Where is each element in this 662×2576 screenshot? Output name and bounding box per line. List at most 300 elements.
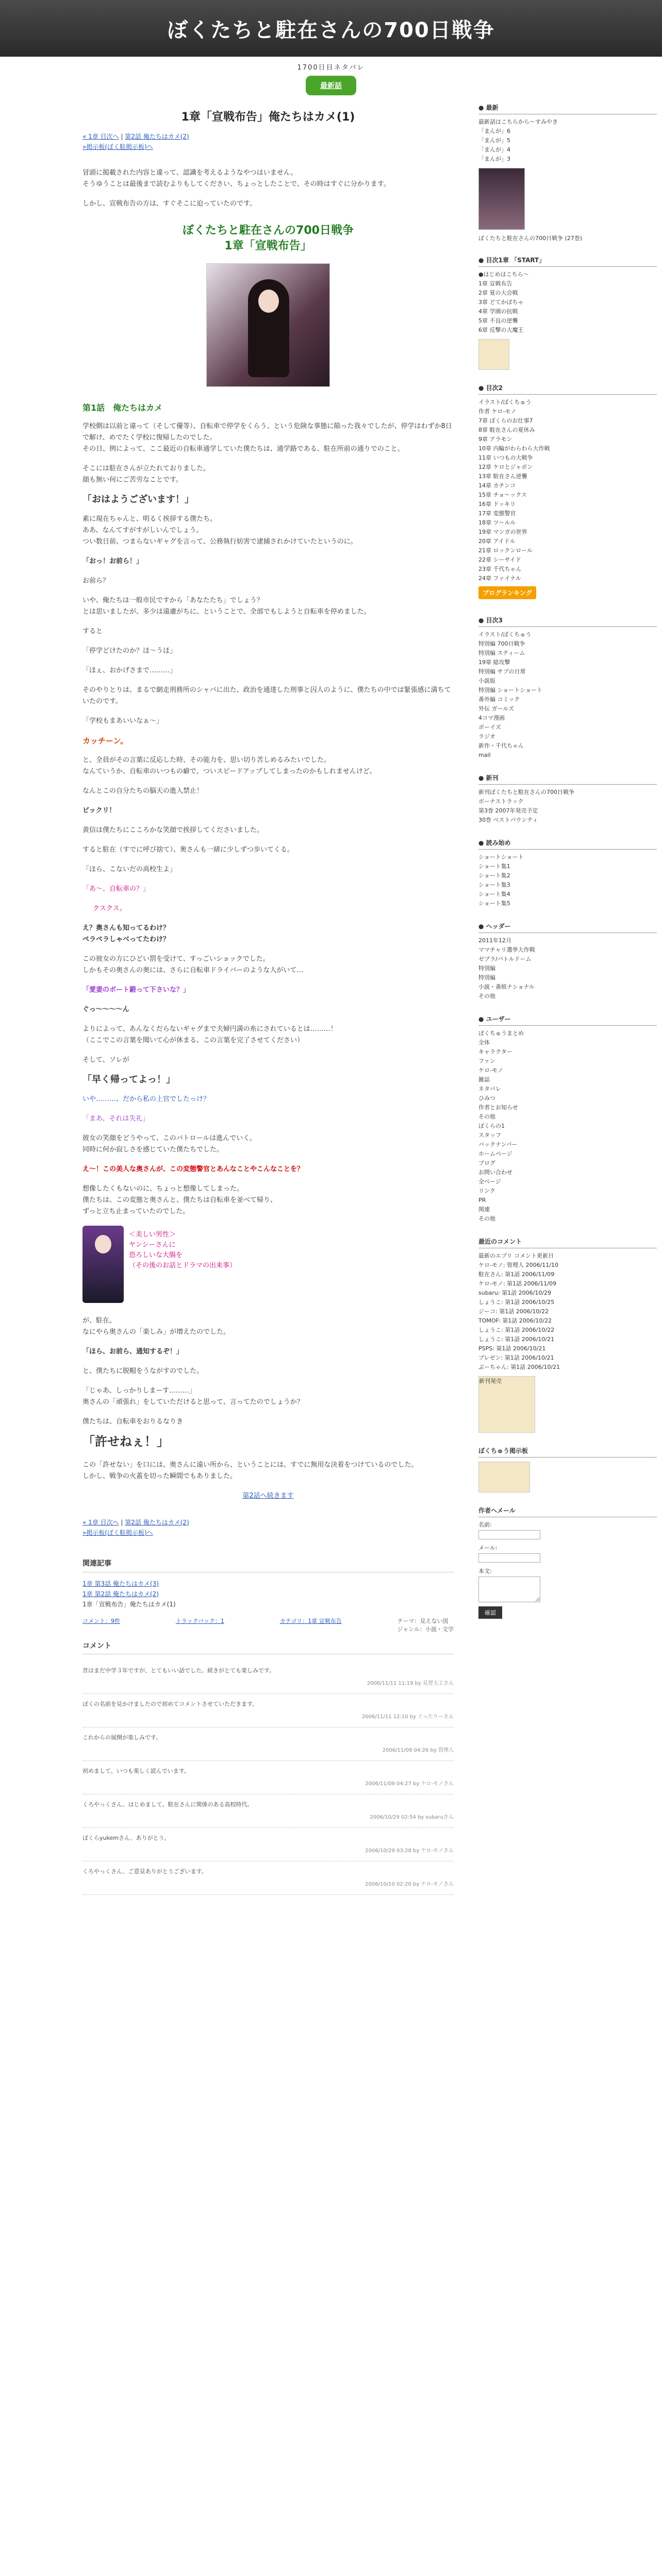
dvd-image[interactable] — [478, 339, 509, 370]
sidebar-item[interactable] — [478, 1057, 657, 1066]
dialogue-wife: 「まあ、それは失礼」 — [82, 1115, 150, 1123]
paragraph: 黄信は僕たちにこころかな笑顔で挨拶してくださいました。 — [82, 826, 264, 834]
paragraph: しかもその奥さんの奥には、さらに自転車ドライバーのような人がいて… — [82, 967, 304, 974]
sidebar-item[interactable] — [478, 435, 657, 444]
sidebar-item[interactable] — [478, 444, 657, 453]
sidebar-item[interactable] — [478, 788, 657, 797]
sidebar-link[interactable]: 2章 夏の大合戦 — [478, 290, 518, 296]
sidebar-heading: ● 新刊 — [478, 773, 657, 785]
paragraph: と、僕たちに脱帽をうながすのでした。 — [82, 1367, 204, 1375]
paragraph: すると駐在（すでに呼び捨て）、奥さんも一緒に少しずつ歩いてくる。 — [82, 846, 294, 854]
sidebar-item[interactable] — [478, 1316, 657, 1326]
sidebar-link[interactable]: 作者とお知らせ — [478, 1104, 518, 1111]
sidebar-link[interactable]: 作者 ケロ-モノ — [478, 408, 517, 415]
sidebar-link[interactable]: 13章 駐在さん逆襲 — [478, 473, 527, 480]
sidebar-link[interactable]: リンク — [478, 1188, 495, 1194]
sidebar-item[interactable] — [478, 1159, 657, 1168]
sidebar-item[interactable] — [478, 528, 657, 537]
episode-nav-top: « 1章 目次へ | 第2話 俺たちはカメ(2) »掲示板(ぼく駐掲示板)へ — [82, 133, 189, 150]
sidebar-link[interactable]: 第3巻 2007年発売予定 — [478, 807, 538, 814]
email-field[interactable] — [478, 1553, 540, 1563]
sidebar-link[interactable]: ショート集2 — [478, 872, 510, 879]
sidebar-item[interactable] — [478, 899, 657, 908]
section-heading: 第1話 俺たちはカメ — [82, 403, 163, 413]
dialogue-greeting: 「おはようございます！」 — [82, 494, 194, 505]
nav-next-episode[interactable]: 第2話 俺たちはカメ(2) — [125, 1519, 189, 1526]
book-caption: ぼくたちと駐在さんの700日戦争 (27巻) — [478, 235, 583, 242]
sidebar-link[interactable]: ショート集4 — [478, 891, 510, 897]
sidebar-item[interactable] — [478, 407, 657, 416]
sidebar-item[interactable] — [478, 298, 657, 307]
sidebar-link[interactable]: イラスト/ぼくちゅう — [478, 631, 532, 638]
nav-board[interactable]: »掲示板(ぼく駐掲示板)へ — [82, 1529, 153, 1536]
sidebar-link[interactable]: 21章 ロックンロール — [478, 547, 533, 554]
sound-effect: ビックリ！ — [82, 807, 116, 815]
book-subtitle: 1章「宣戦布告」 — [224, 240, 312, 252]
sidebar-link[interactable]: 18章 ツ〜ルル — [478, 519, 516, 526]
sidebar-link[interactable]: 4章 学園の抗戦 — [478, 308, 518, 315]
dialogue: いや………、だから私の上官でしたっけ？ — [82, 1095, 210, 1103]
paragraph: よりによって、あんなくだらないギャグまで夫婦円満の糸にされているとは………！ — [82, 1025, 337, 1033]
dialogue-climax: 「許せねぇ！」 — [82, 1434, 169, 1449]
comment — [82, 1861, 454, 1895]
sidebar-link[interactable]: 特別編 ショートショート — [478, 687, 543, 693]
sidebar-item[interactable] — [478, 1066, 657, 1075]
sidebar-link[interactable]: キャラクター — [478, 1048, 512, 1055]
caption-line: ヤンシーさんに — [129, 1241, 176, 1249]
sidebar-item[interactable] — [478, 416, 657, 426]
sidebar-link[interactable]: スタッフ — [478, 1132, 501, 1139]
related-link[interactable]: 1章 第2話 俺たちはカメ(2) — [82, 1590, 159, 1598]
sidebar-item[interactable] — [478, 307, 657, 316]
sidebar-item[interactable] — [478, 1344, 657, 1353]
category-link[interactable]: カテゴリ：1章 宣戦布告 — [279, 1618, 342, 1624]
intro-line: 冒頭に掲載された内容と違って、認識を考えるようなやつはいません。 — [82, 169, 297, 177]
comment-footer: 2006/10/29 03:28 by ケロ-モノさん — [365, 1848, 454, 1854]
sidebar-link[interactable]: 駐在さん: 第1話 2006/11/09 — [478, 1271, 555, 1278]
sidebar-item[interactable] — [478, 316, 657, 326]
sidebar-link[interactable]: 特別編 サブの日常 — [478, 668, 526, 675]
sidebar-item[interactable] — [478, 871, 657, 880]
paragraph: とは思いましたが、多少は遠慮がちに、ということで、全部でもしようと自転車を停めました。 — [82, 608, 371, 616]
emphasis: あんなことやこんなことを？ — [217, 1165, 304, 1173]
paragraph: 彼女の笑顔をどうやって、このパトロールは進んでいく。 — [82, 1134, 256, 1142]
paragraph: お前ら？ — [82, 577, 110, 585]
sidebar-item[interactable] — [478, 676, 657, 686]
sidebar-item[interactable] — [478, 853, 657, 862]
sidebar-link[interactable]: 5章 不良の逆襲 — [478, 317, 518, 324]
dialogue: 「停学どけたのか？ほ〜うほ」 — [82, 647, 177, 655]
sidebar-item[interactable] — [478, 1261, 657, 1270]
sidebar-link[interactable]: プレゼン: 第1話 2006/10/21 — [478, 1354, 554, 1361]
sound-effect: ぐっ〜〜〜〜ん — [82, 1006, 129, 1013]
sidebar-link[interactable]: 特別編 — [478, 974, 495, 981]
sidebar-link[interactable]: 10章 内輪がわらわら大作戦 — [478, 445, 550, 452]
theme-label: テーマ：見えない図 ジャンル：小説・文学 — [397, 1618, 454, 1633]
comment — [82, 1828, 454, 1861]
sidebar-item[interactable] — [478, 537, 657, 546]
sidebar-link[interactable]: 2011年12月 — [478, 937, 511, 944]
sidebar-link[interactable]: 特別編 — [478, 965, 495, 972]
sidebar-link[interactable]: 7章 ぼくらのお仕事7 — [478, 417, 533, 424]
comment-text: これからの展開が楽しみです。 — [82, 1734, 162, 1741]
sidebar-link[interactable]: 番外編 コミック — [478, 696, 520, 703]
sidebar-item[interactable] — [478, 982, 657, 992]
paragraph: と、全員がその言葉に反応した時、その能力を、思い切り苦しめるみたいでした。 — [82, 756, 331, 764]
mascot-image[interactable] — [478, 1462, 530, 1493]
sidebar-item[interactable] — [478, 155, 657, 164]
sidebar-link[interactable]: ショート集5 — [478, 900, 510, 907]
sidebar-link[interactable]: ケロ-モノ: 管理人 2006/11/10 — [478, 1262, 558, 1268]
sidebar-item[interactable] — [478, 481, 657, 490]
sidebar-item[interactable] — [478, 500, 657, 509]
top-bar — [0, 57, 662, 103]
sidebar-link[interactable]: ひみつ — [478, 1095, 495, 1101]
sidebar-item[interactable] — [478, 117, 657, 127]
sidebar-link[interactable]: イラスト/ぼくちゅう — [478, 399, 532, 405]
sidebar-item[interactable] — [478, 806, 657, 816]
sidebar-item[interactable] — [478, 1298, 657, 1307]
sidebar-link[interactable]: ショート集3 — [478, 882, 510, 888]
sidebar-link[interactable]: ラジオ — [478, 733, 495, 740]
sidebar-item[interactable] — [478, 945, 657, 955]
comment-text: くろやっくさん、ご意見ありがとうございます。 — [82, 1868, 207, 1875]
sidebar-item[interactable] — [478, 1122, 657, 1131]
main-content — [0, 103, 464, 1895]
sidebar-link[interactable]: ママチャリ選挙大作戦 — [478, 946, 535, 953]
sidebar-link[interactable]: 特別編 700日戦争 — [478, 640, 525, 647]
sidebar-link[interactable]: 雑誌 — [478, 1076, 490, 1083]
sidebar-item[interactable] — [478, 1149, 657, 1159]
sidebar-item[interactable] — [478, 518, 657, 528]
sidebar-link[interactable]: ネタバレ — [478, 1086, 501, 1092]
related-current: 1章「宣戦布告」俺たちはカメ(1) — [82, 1601, 176, 1608]
sidebar-item[interactable] — [478, 1038, 657, 1047]
comment-text: くろやっくさん、はじめまして。駐在さんに関係のある高校時代。 — [82, 1801, 253, 1808]
sidebar-item[interactable] — [478, 816, 657, 825]
sound-effect: カッチーン。 — [82, 736, 128, 745]
paragraph: 同時に何か寂しさを感じていた僕たちでした。 — [82, 1146, 223, 1154]
sidebar-item[interactable] — [478, 1094, 657, 1103]
sidebar-heading: ● ユーザー — [478, 1014, 657, 1026]
episode-nav-bottom: « 1章 目次へ | 第2話 俺たちはカメ(2) »掲示板(ぼく駐掲示板)へ — [82, 1519, 189, 1536]
sidebar-link[interactable]: ぼくらの1 — [478, 1123, 505, 1129]
site-title[interactable]: ぼくたちと駐在さんの700日戦争 — [167, 18, 495, 42]
paragraph: が、駐在。 — [82, 1317, 117, 1325]
dialogue-wife: 「愛妻のボート鍛って下さいな？」 — [82, 986, 190, 994]
sidebar-item[interactable] — [478, 136, 657, 145]
shop-banner[interactable] — [478, 1376, 535, 1433]
related-link[interactable]: 1章 第3話 俺たちはカメ(3) — [82, 1580, 159, 1587]
form-label: メール: — [478, 1545, 498, 1551]
sidebar-link[interactable]: ボーイズ — [478, 724, 501, 731]
sidebar-link[interactable]: 24章 ファイナル — [478, 575, 521, 582]
paragraph: つい数日前、つまらないギャグを言って、公務執行妨害で逮捕されかけていたというのに。 — [82, 538, 357, 546]
sidebar-link[interactable]: ケロ-モノ — [478, 1067, 503, 1074]
nav-chapter-index[interactable]: « 1章 目次へ — [82, 133, 119, 140]
trackback-link[interactable]: トラックバック：1 — [175, 1618, 224, 1624]
sidebar-item[interactable] — [478, 973, 657, 982]
dialogue: 「おっ！お前ら！」 — [82, 557, 143, 565]
sidebar-link[interactable]: 新刊ぼくたちと駐在さんの700日戦争 — [478, 789, 574, 795]
sidebar-item[interactable] — [478, 1307, 657, 1316]
sidebar-link[interactable]: その他 — [478, 1113, 495, 1120]
sidebar-item[interactable] — [478, 463, 657, 472]
sidebar-link[interactable]: ボーナストラック — [478, 798, 524, 805]
sidebar-link[interactable]: 12章 ケロとジャポン — [478, 464, 533, 470]
sidebar-link[interactable]: ファン — [478, 1058, 495, 1064]
sidebar-item[interactable] — [478, 509, 657, 518]
sidebar-heading: ● 読み始め — [478, 838, 657, 850]
sidebar-item[interactable] — [478, 704, 657, 714]
sidebar-link[interactable]: 16章 ドッキリ — [478, 501, 516, 507]
continue-link[interactable]: 第2話へ続きます — [242, 1492, 294, 1500]
character-card — [82, 1226, 454, 1303]
sidebar-item[interactable] — [478, 1187, 657, 1196]
sidebar-item[interactable] — [478, 630, 657, 639]
sidebar-item[interactable] — [478, 686, 657, 695]
dialogue: 「ほぇ、おかげさまで………」 — [82, 667, 177, 674]
paragraph: 僕たちは、この変態と奥さんと、僕たちは自転車を並べて帰り、 — [82, 1196, 277, 1204]
sidebar-item[interactable] — [478, 574, 657, 583]
paragraph: そこには駐在さんが立たれておりました。 — [82, 465, 210, 472]
sidebar-link[interactable]: 9章 アラモン — [478, 436, 512, 443]
sidebar-item[interactable] — [478, 862, 657, 871]
sidebar-item[interactable] — [478, 1205, 657, 1214]
episode-title: 1章「宣戦布告」俺たちはカメ(1) — [181, 111, 355, 124]
sidebar-item[interactable] — [478, 797, 657, 806]
sidebar-item[interactable] — [478, 145, 657, 155]
emphasis: え〜！この美人な奥さんが、この変態警官と — [82, 1165, 217, 1173]
sidebar-link[interactable]: 新作・千代ちゃん — [478, 742, 524, 749]
sidebar-link[interactable]: 4コマ漫画 — [478, 715, 505, 721]
dialogue: 「早く帰ってよっ！」 — [82, 1074, 175, 1085]
sidebar-heading: ぼくちゅう掲示板 — [478, 1446, 657, 1458]
sidebar-link[interactable]: 全体 — [478, 1039, 490, 1046]
sidebar-link[interactable]: 「まんが」5 — [478, 137, 510, 144]
sidebar-item[interactable] — [478, 964, 657, 973]
paragraph: 学校側は以前と違って（そして優等）、自転車で停学をくらう、という危険な事態に陥った我々でしたが、停学はわずか8日で解け、めでたく学校に復帰したのでした。 — [82, 422, 452, 442]
nav-next-episode[interactable]: 第2話 俺たちはカメ(2) — [125, 133, 189, 140]
sidebar-link[interactable]: 「まんが」3 — [478, 156, 510, 162]
sidebar-item[interactable] — [478, 1270, 657, 1279]
sidebar-item[interactable] — [478, 1279, 657, 1289]
sidebar-link[interactable]: 1章 宣戦布告 — [478, 280, 512, 287]
sidebar-link[interactable]: その他 — [478, 993, 495, 999]
shop-label: 新刊発売 — [479, 1378, 502, 1384]
sidebar-link[interactable]: 外伝 ガールズ — [478, 705, 514, 712]
sidebar-link[interactable]: 20章 アイドル — [478, 538, 516, 545]
sidebar-link[interactable]: 「まんが」6 — [478, 128, 510, 134]
sidebar-item[interactable] — [478, 1177, 657, 1187]
sidebar-item[interactable] — [478, 1326, 657, 1335]
sidebar-item[interactable] — [478, 1131, 657, 1140]
sidebar-link[interactable]: 「まんが」4 — [478, 146, 510, 153]
paragraph: いや、俺たちは一般市民ですから「あなたたち」でしょう？ — [82, 597, 263, 604]
sidebar-item[interactable] — [478, 667, 657, 676]
sidebar-item[interactable] — [478, 127, 657, 136]
sidebar-item[interactable] — [478, 279, 657, 289]
paragraph: 想像したくもないのに、ちょっと想像してしまった。 — [82, 1185, 244, 1193]
sidebar-link[interactable]: お問い合わせ — [478, 1169, 512, 1176]
sidebar-link[interactable]: ブログ — [478, 1160, 495, 1166]
comment-text: ぼくらyukemさん、ありがとう。 — [82, 1835, 170, 1841]
sidebar-link[interactable]: ジーコ: 第1話 2006/10/22 — [478, 1308, 549, 1315]
sidebar-item[interactable] — [478, 741, 657, 751]
sidebar-link[interactable]: 小説・番組ナショナル — [478, 984, 535, 990]
sidebar-link[interactable]: 15章 チョ〜ックス — [478, 492, 527, 498]
sidebar-item[interactable] — [478, 1196, 657, 1205]
sidebar-link[interactable]: 17章 変態警官 — [478, 510, 516, 517]
sidebar-item[interactable] — [478, 555, 657, 565]
sidebar-link[interactable]: 22章 シーサイド — [478, 556, 521, 563]
book-image[interactable] — [478, 168, 525, 230]
emphasis: え？奥さんも知ってるわけ？ — [82, 924, 170, 932]
sidebar-link[interactable]: 関連 — [478, 1206, 490, 1213]
caption-line: （その後のお話とドラマの出来事） — [129, 1262, 237, 1269]
book-title: ぼくたちと駐在さんの700日戦争 — [183, 224, 354, 237]
sidebar-link[interactable]: 最新話はこちらから〜すみやき — [478, 118, 558, 125]
sidebar-link[interactable]: ショートショート — [478, 854, 524, 860]
dialogue-wife: 「あ〜、自転車の？」 — [82, 885, 150, 893]
paragraph: 僕たちは、自転車をおりるなりき — [82, 1418, 184, 1426]
sidebar-item[interactable] — [478, 1363, 657, 1372]
sidebar-link[interactable]: しょうこ: 第1話 2006/10/25 — [478, 1299, 555, 1306]
sidebar-link[interactable]: 14章 カチンコ — [478, 482, 516, 489]
message-field[interactable] — [478, 1577, 540, 1602]
sidebar-item[interactable] — [478, 880, 657, 890]
sidebar-item[interactable] — [478, 649, 657, 658]
comment-footer: 2006/11/09 04:27 by ケロ-モノさん — [365, 1781, 454, 1787]
sidebar-item[interactable] — [478, 472, 657, 481]
sidebar-item[interactable] — [478, 955, 657, 964]
sidebar-item[interactable] — [478, 1084, 657, 1094]
sidebar-link[interactable]: 8章 駐在さんの夏休み — [478, 427, 535, 433]
sidebar-link[interactable]: 30巻 ベストバウンティ — [478, 817, 538, 823]
sidebar-item[interactable] — [478, 490, 657, 500]
sidebar-link[interactable]: その他 — [478, 1215, 495, 1222]
sidebar-item[interactable] — [478, 289, 657, 298]
sidebar-link[interactable]: ゼブラ/バトルドーム — [478, 956, 532, 962]
sidebar-item[interactable] — [478, 1168, 657, 1177]
sidebar-item[interactable] — [478, 992, 657, 1001]
comment-footer: 2006/10/29 02:54 by subaruさん — [370, 1815, 454, 1820]
entry-meta — [82, 1617, 454, 1633]
sidebar-item[interactable] — [478, 936, 657, 945]
sidebar-item[interactable] — [478, 890, 657, 899]
sidebar-item[interactable] — [478, 1214, 657, 1224]
sidebar-item[interactable] — [478, 565, 657, 574]
sidebar-link[interactable]: TOMOF: 第1話 2006/10/22 — [478, 1317, 552, 1324]
mail-form — [478, 1506, 657, 1619]
sidebar-link[interactable]: 全ページ — [478, 1178, 501, 1185]
paragraph: この彼女の方にひどい罰を受けて、すっごいショックでした。 — [82, 955, 270, 963]
sidebar-link[interactable]: 19章 総攻撃 — [478, 659, 510, 666]
latest-episode-button[interactable]: 最新話 — [306, 76, 356, 95]
sidebar-item[interactable] — [478, 639, 657, 649]
sidebar-item[interactable] — [478, 714, 657, 723]
sidebar-link[interactable]: バックナンバー — [478, 1141, 518, 1148]
paragraph: 奥さんの「頑張れ」をしていただけると思って、言ってたのでしょうか？ — [82, 1398, 304, 1406]
character-caption — [129, 1226, 236, 1303]
comment — [82, 1694, 454, 1727]
sidebar-item[interactable] — [478, 658, 657, 667]
sidebar-item[interactable] — [478, 1075, 657, 1084]
dialogue: 「じゃあ、しっかりしまーす………」 — [82, 1387, 196, 1395]
paragraph: なにやら奥さんの「楽しみ」が増えたのでした。 — [82, 1328, 230, 1336]
ranking-badge[interactable]: ブログランキング — [478, 586, 536, 599]
character-image[interactable] — [82, 1226, 124, 1303]
sidebar-link[interactable]: 3章 どてかぼちゃ — [478, 299, 524, 306]
comments-title: コメント — [82, 1640, 454, 1654]
sidebar-link[interactable]: ショート集1 — [478, 863, 510, 870]
sidebar-item[interactable] — [478, 732, 657, 741]
sidebar-link[interactable]: ぼくちゅうまとめ — [478, 1030, 524, 1037]
name-field[interactable] — [478, 1530, 540, 1539]
sidebar-item[interactable] — [478, 1140, 657, 1149]
sidebar-item[interactable] — [478, 695, 657, 704]
sidebar-link[interactable]: 特別編 スティーム — [478, 650, 525, 656]
sidebar-item[interactable] — [478, 1289, 657, 1298]
sidebar-item[interactable] — [478, 1353, 657, 1363]
paragraph: そして、ソレが — [82, 1056, 129, 1064]
sidebar-link[interactable]: 19章 マンガの世界 — [478, 529, 527, 535]
sidebar-item[interactable] — [478, 1103, 657, 1112]
comment-footer: 2006/10/10 02:20 by ケロ-モノさん — [365, 1882, 454, 1887]
book-cover-image[interactable] — [206, 263, 330, 387]
sidebar-link[interactable]: 6章 反撃の大魔王 — [478, 327, 524, 333]
sidebar-link[interactable]: しょうこ: 第1話 2006/10/22 — [478, 1327, 555, 1333]
sidebar-item[interactable] — [478, 453, 657, 463]
sidebar-item[interactable] — [478, 398, 657, 407]
sidebar-link[interactable]: PSPS: 第1話 2006/10/21 — [478, 1345, 546, 1352]
sidebar-item[interactable] — [478, 426, 657, 435]
sidebar-link[interactable]: 小説版 — [478, 677, 495, 684]
sidebar-item[interactable] — [478, 1251, 657, 1261]
sidebar-heading: ● 目次2 — [478, 383, 657, 395]
sidebar-item[interactable] — [478, 1112, 657, 1122]
paragraph: 素に現在ちゃんと、明るく挨拶する僕たち。 — [82, 515, 217, 523]
send-button[interactable]: 確認 — [478, 1606, 502, 1619]
sidebar-link[interactable]: PR — [478, 1197, 486, 1204]
sidebar-link[interactable]: しょうこ: 第1話 2006/10/21 — [478, 1336, 555, 1343]
nav-chapter-index[interactable]: « 1章 目次へ — [82, 1519, 119, 1526]
sidebar-item[interactable] — [478, 546, 657, 555]
sidebar-item[interactable] — [478, 751, 657, 760]
sidebar-item[interactable] — [478, 1335, 657, 1344]
sidebar-link[interactable]: ●はじめはこちら〜 — [478, 271, 529, 278]
sidebar-link[interactable]: ホームページ — [478, 1150, 512, 1157]
nav-board[interactable]: »掲示板(ぼく駐掲示板)へ — [82, 143, 153, 150]
sidebar-link[interactable]: 11章 いつもの大戦争 — [478, 454, 533, 461]
sidebar-item[interactable] — [478, 1047, 657, 1057]
sidebar-item[interactable] — [478, 1029, 657, 1038]
comment-text: 昔はまだ中学３年ですが、とてもいい話でした。続きがとても楽しみです。 — [82, 1667, 275, 1674]
comment-footer: 2006/11/11 12:10 by ぐったりーさん — [361, 1714, 454, 1720]
sidebar-item[interactable] — [478, 723, 657, 732]
sidebar-link[interactable]: mail — [478, 752, 491, 758]
sidebar-link[interactable]: subaru: 第1話 2006/10/29 — [478, 1290, 552, 1296]
paragraph: この「許せない」を口には、奥さんに遠い所から、ということには、すでに無用な決着をつけているのでした。 — [82, 1461, 418, 1469]
sidebar-link[interactable]: 23章 千代ちゃん — [478, 566, 522, 572]
sidebar-link[interactable]: ケロ-モノ: 第1話 2006/11/09 — [478, 1280, 556, 1287]
sidebar-link[interactable]: 最新のエブリ コメント更新日 — [478, 1252, 554, 1259]
sidebar-item[interactable] — [478, 270, 657, 279]
comment-count-link[interactable]: コメント：9件 — [82, 1618, 120, 1624]
sidebar-link[interactable]: ぶーちゃん: 第1話 2006/10/21 — [478, 1364, 560, 1370]
sidebar-item[interactable] — [478, 326, 657, 335]
sidebar-heading: 作者へメール — [478, 1506, 657, 1517]
